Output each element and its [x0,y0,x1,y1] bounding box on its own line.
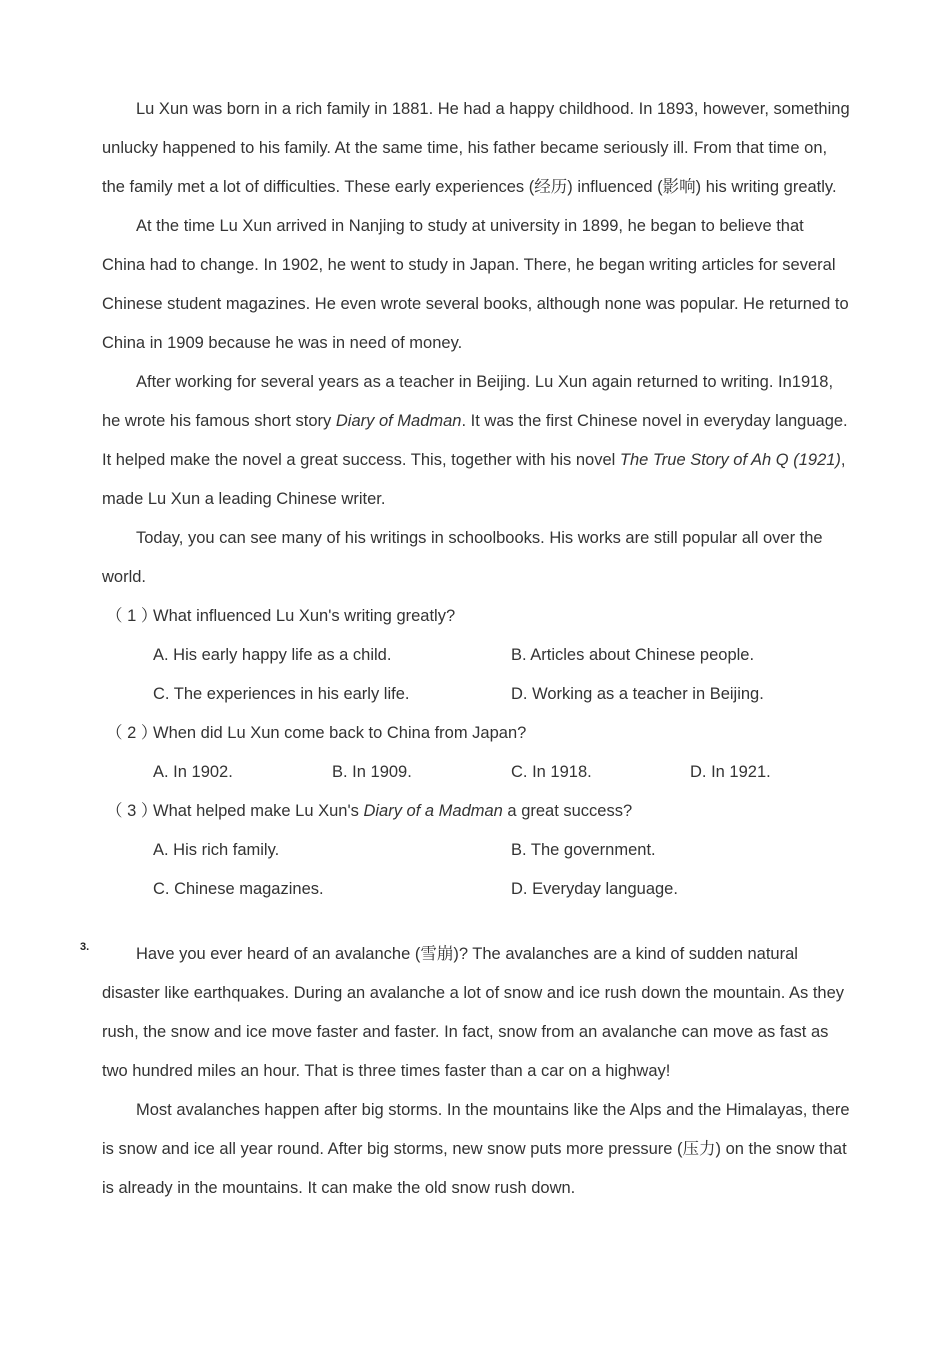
text-run: , [840,451,846,469]
question-text [153,792,632,831]
text-run: he wrote his famous short story [102,412,336,430]
option-a[interactable]: A. His early happy life as a child. [153,646,392,664]
passage-line: Today, you can see many of his writings in schoolbooks. His works are still popular all over the [136,529,823,547]
passage-line [102,441,846,480]
option-d[interactable]: D. Everyday language. [511,880,678,898]
question-text: What influenced Lu Xun's writing greatly? [153,607,456,625]
option-d[interactable]: D. Working as a teacher in Beijing. [511,685,764,703]
book-title: Diary of a Madman [363,802,503,820]
passage-line: Have you ever heard of an avalanche (雪崩)? The avalanches are a kind of sudden natural [136,945,798,963]
book-title: The True Story of Ah Q (1921) [619,451,841,469]
passage-line: Most avalanches happen after big storms. In the mountains like the Alps and the Himalayas, there [136,1101,850,1119]
question-number: （ 3 ） [106,802,158,820]
passage-line: China had to change. In 1902, he went to study in Japan. There, he began writing articles for several [102,256,836,274]
passage-line: is snow and ice all year round. After big storms, new snow puts more pressure (压力) on the snow that [102,1140,847,1158]
text-run: It helped make the novel a great success. This, together with his novel [102,451,620,469]
text-run: a great success? [502,802,633,820]
option-b[interactable]: B. The government. [511,841,656,859]
question-text: When did Lu Xun come back to China from Japan? [153,724,527,742]
item-number: 3. [80,941,90,953]
option-d[interactable]: D. In 1921. [690,763,771,781]
option-a[interactable]: A. In 1902. [153,763,233,781]
passage-line: two hundred miles an hour. That is three times faster than a car on a highway! [102,1062,671,1080]
passage-line: China in 1909 because he was in need of money. [102,334,463,352]
passage-line: the family met a lot of difficulties. These early experiences (经历) influenced (影响) his writing greatly. [102,178,837,196]
passage-line: disaster like earthquakes. During an avalanche a lot of snow and ice rush down the mountain. As they [102,984,845,1002]
option-b[interactable]: B. In 1909. [332,763,412,781]
option-c[interactable]: C. In 1918. [511,763,592,781]
passage-line: unlucky happened to his family. At the same time, his father became seriously ill. From that time on, [102,139,828,157]
passage-line: Chinese student magazines. He even wrote several books, although none was popular. He returned to [102,295,849,313]
option-c[interactable]: C. The experiences in his early life. [153,685,410,703]
passage-line: made Lu Xun a leading Chinese writer. [102,490,386,508]
passage-line: is already in the mountains. It can make the old snow rush down. [102,1179,576,1197]
text-run: . It was the first Chinese novel in everyday language. [461,412,848,430]
question-number: （ 1 ） [106,607,158,625]
passage-line [102,402,848,441]
option-b[interactable]: B. Articles about Chinese people. [511,646,755,664]
text-run: What helped make Lu Xun's [153,802,364,820]
passage-line: world. [102,568,147,586]
passage-line: Lu Xun was born in a rich family in 1881. He had a happy childhood. In 1893, however, something [136,100,850,118]
question-number: （ 2 ） [106,724,158,742]
option-a[interactable]: A. His rich family. [153,841,280,859]
passage-line: rush, the snow and ice move faster and faster. In fact, snow from an avalanche can move as fast as [102,1023,829,1041]
book-title: Diary of Madman [335,412,462,430]
passage-line: After working for several years as a teacher in Beijing. Lu Xun again returned to writing. In1918, [136,373,834,391]
passage-line: At the time Lu Xun arrived in Nanjing to study at university in 1899, he began to believe that [136,217,804,235]
option-c[interactable]: C. Chinese magazines. [153,880,324,898]
